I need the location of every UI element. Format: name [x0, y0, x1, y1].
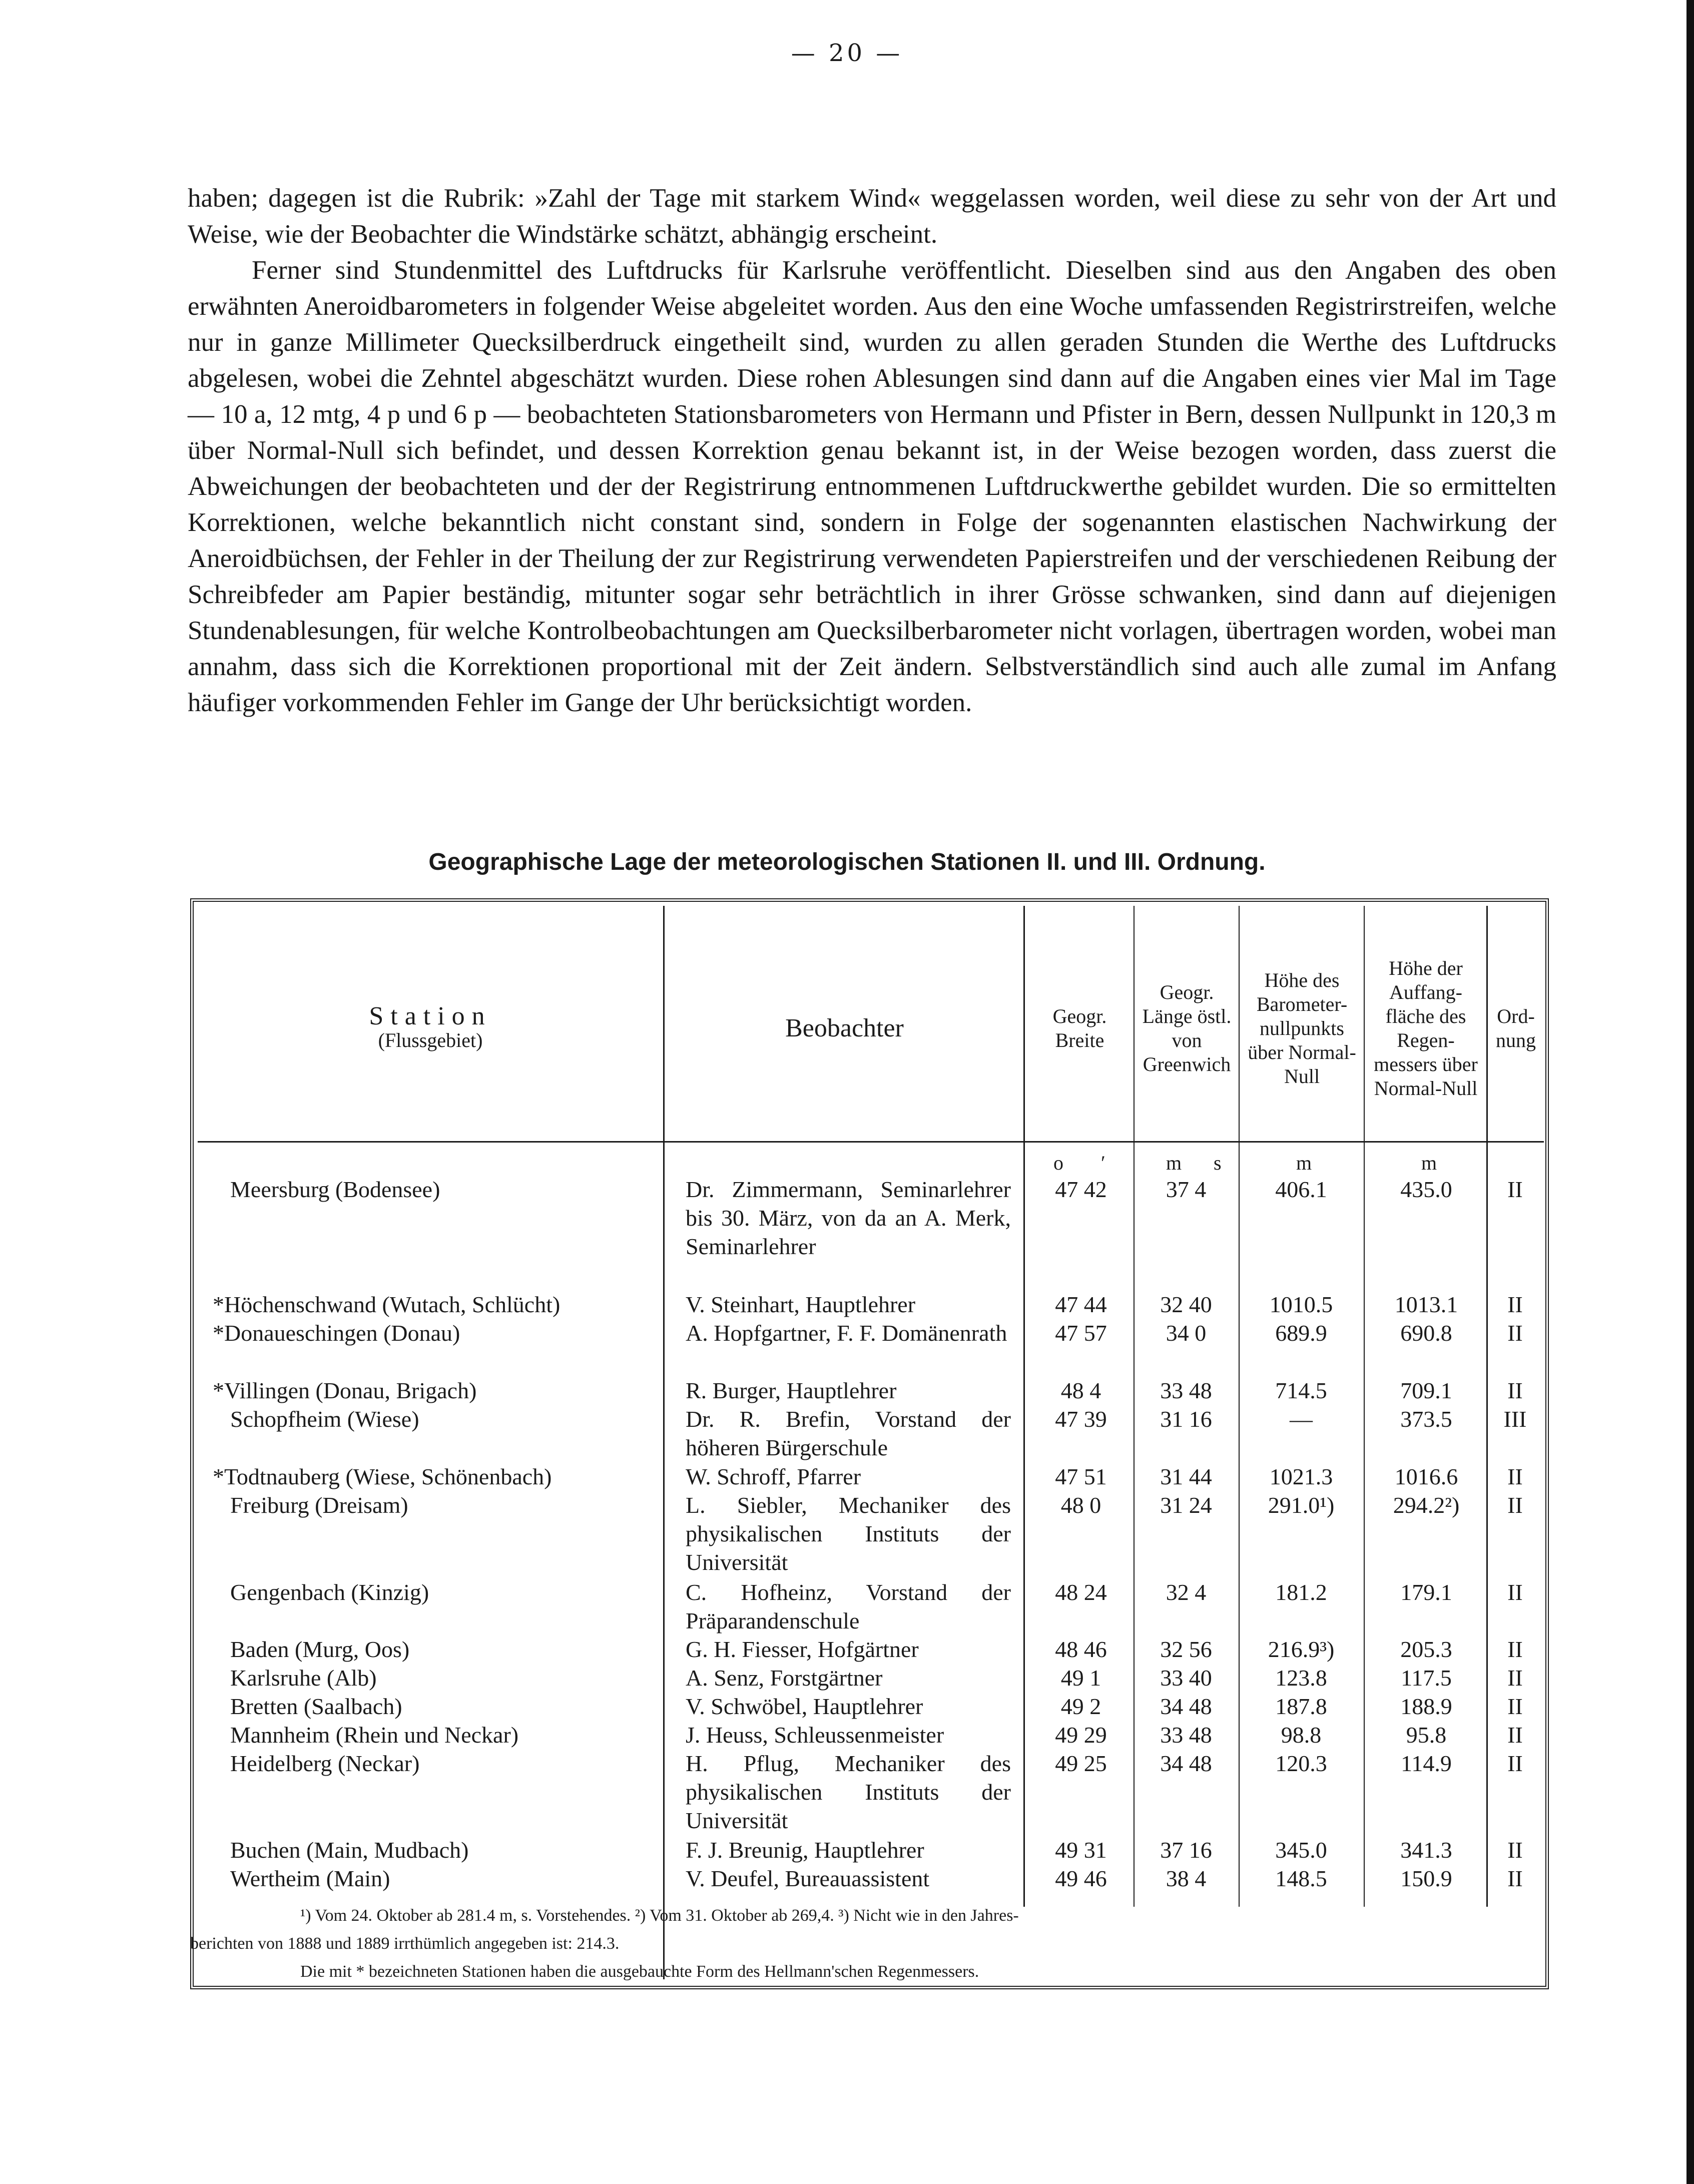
breite: 48 0	[1060, 1492, 1101, 1518]
laenge: 38 4	[1166, 1866, 1207, 1891]
header-ordnung-label: Ord-nung	[1496, 1005, 1536, 1051]
hoehe-barometer: 1021.3	[1269, 1464, 1333, 1489]
header-beobachter	[666, 908, 1023, 1149]
station-name: *Höchenschwand (Wutach, Schlücht)	[213, 1292, 560, 1317]
observer: J. Heuss, Schleussenmeister	[686, 1722, 944, 1748]
observer: L. Siebler, Mechaniker des physikalischen Instituts der Universität	[686, 1492, 1011, 1575]
column-divider	[1239, 906, 1240, 1907]
laenge: 32 4	[1166, 1579, 1207, 1605]
header-breite-label: Geogr. Breite	[1052, 1005, 1107, 1051]
unit-hoehe1: m	[1296, 1152, 1312, 1174]
page-number: — 20 —	[791, 39, 903, 67]
observer: G. H. Fiesser, Hofgärtner	[686, 1636, 919, 1662]
observer: W. Schroff, Pfarrer	[686, 1464, 861, 1489]
station-name: Freiburg (Dreisam)	[230, 1492, 408, 1518]
breite: 49 31	[1055, 1837, 1107, 1863]
header-beobachter-label: Beobachter	[785, 1014, 904, 1042]
station-name: Wertheim (Main)	[230, 1866, 390, 1891]
hoehe-regen: 341.3	[1400, 1837, 1452, 1863]
observer: F. J. Breunig, Hauptlehrer	[686, 1837, 924, 1863]
station-name: Bretten (Saalbach)	[230, 1694, 402, 1719]
ordnung: II	[1507, 1636, 1523, 1662]
hoehe-barometer: 216.9³)	[1268, 1636, 1335, 1662]
observer: R. Burger, Hauptlehrer	[686, 1378, 897, 1403]
hoehe-barometer: 406.1	[1275, 1177, 1327, 1202]
hoehe-regen: 95.8	[1406, 1722, 1447, 1748]
breite: 49 25	[1055, 1751, 1107, 1776]
ordnung: II	[1507, 1464, 1523, 1489]
column-divider	[663, 906, 665, 1979]
unit-degree: o	[1053, 1152, 1063, 1174]
observer: A. Senz, Forstgärtner	[686, 1665, 883, 1691]
laenge: 34 0	[1166, 1320, 1207, 1346]
ordnung: II	[1507, 1177, 1523, 1202]
table-title: Geographische Lage der meteorologischen Stationen II. und III. Ordnung.	[428, 849, 1266, 875]
hoehe-barometer: 120.3	[1275, 1751, 1327, 1776]
footnote-1: ¹) Vom 24. Oktober ab 281.4 m, s. Vorstehendes. ²) Vom 31. Oktober ab 269,4. ³) Nicht wie in den Jahres-	[300, 1906, 1019, 1925]
station-name: Meersburg (Bodensee)	[230, 1177, 440, 1202]
ordnung: II	[1507, 1492, 1523, 1518]
scan-edge	[1686, 0, 1694, 2184]
header-laenge-label: Geogr. Länge östl. von Greenwich	[1142, 981, 1232, 1075]
header-hoehe-barometer-label: Höhe des Barometer-nullpunkts über Normal-Null	[1248, 969, 1356, 1087]
column-divider	[1134, 906, 1135, 1907]
observer: V. Steinhart, Hauptlehrer	[686, 1292, 916, 1317]
hoehe-barometer: 98.8	[1281, 1722, 1322, 1748]
breite: 48 24	[1055, 1579, 1107, 1605]
units-row	[0, 1151, 1694, 1177]
hoehe-regen: 179.1	[1400, 1579, 1452, 1605]
hoehe-barometer: 123.8	[1275, 1665, 1327, 1691]
breite: 49 29	[1055, 1722, 1107, 1748]
header-hoehe-barometer	[1240, 908, 1364, 1149]
station-name: Mannheim (Rhein und Neckar)	[230, 1722, 519, 1748]
laenge: 33 48	[1160, 1378, 1212, 1403]
unit-laenge-m: m	[1166, 1152, 1182, 1174]
breite: 48 4	[1060, 1378, 1101, 1403]
unit-minute: ′	[1101, 1152, 1105, 1174]
breite: 47 44	[1055, 1292, 1107, 1317]
header-hoehe-regen	[1365, 908, 1486, 1149]
ordnung: II	[1507, 1579, 1523, 1605]
observer: A. Hopfgartner, F. F. Domänenrath	[686, 1320, 1007, 1346]
hoehe-regen: 373.5	[1400, 1406, 1452, 1432]
laenge: 37 4	[1166, 1177, 1207, 1202]
column-divider	[1364, 906, 1365, 1907]
hoehe-barometer: —	[1290, 1406, 1313, 1432]
station-name: Baden (Murg, Oos)	[230, 1636, 410, 1662]
observer: Dr. Zimmermann, Seminarlehrer bis 30. März, von da an A. Merk, Seminarlehrer	[686, 1177, 1011, 1259]
hoehe-barometer: 148.5	[1275, 1866, 1327, 1891]
hoehe-barometer: 345.0	[1275, 1837, 1327, 1863]
header-hoehe-regen-label: Höhe der Auffang-fläche des Regen-messers über Normal-Null	[1374, 957, 1478, 1100]
paragraph-2: Ferner sind Stundenmittel des Luftdrucks für Karlsruhe veröffentlicht. Dieselben sind aus den Angaben des oben erwähnten Aneroidbarometers in folgender Weise abgeleitet worden. Aus den eine Woche umfassenden Registrirstreifen, welche nur in ganze Millimeter Quecksilberdruck eingetheilt sind, wurden zu allen geraden Stunden die Werthe des Luftdrucks abgelesen, wobei die Zehntel abgeschätzt wurden. Diese rohen Ablesungen sind dann auf die Angaben eines vier Mal im Tage — 10 a, 12 mtg, 4 p und 6 p — beobachteten Stationsbarometers von Hermann und Pfister in Bern, dessen Nullpunkt in 120,3 m über Normal-Null sich befindet, und dessen Korrektion genau bekannt ist, in der Weise bezogen worden, dass zuerst die Abweichungen der beobachteten und der der Registrirung entnommenen Luftdruckwerthe gebildet wurden. Die so ermittelten Korrektionen, welche bekanntlich nicht constant sind, sondern in Folge der sogenannten elastischen Nachwirkung der Aneroidbüchsen, der Fehler in der Theilung der zur Registrirung verwendeten Papierstreifen und der verschiedenen Reibung der Schreibfeder am Papier beständig, mitunter sogar sehr beträchtlich in ihrer Grösse schwanken, sind dann auf diejenigen Stundenablesungen, für welche Kontrolbeobachtungen am Quecksilberbarometer nicht vorlagen, übertragen worden, wobei man annahm, dass sich die Korrektionen proportional mit der Zeit ändern. Selbstverständlich sind auch alle zumal im Anfang häufiger vorkommenden Fehler im Gange der Uhr berücksichtigt worden.	[188, 256, 1556, 717]
laenge: 34 48	[1160, 1694, 1212, 1719]
hoehe-barometer: 1010.5	[1269, 1292, 1333, 1317]
observer: V. Schwöbel, Hauptlehrer	[686, 1694, 923, 1719]
breite: 47 57	[1055, 1320, 1107, 1346]
unit-hoehe2: m	[1421, 1152, 1437, 1174]
station-name: Gengenbach (Kinzig)	[230, 1579, 429, 1605]
station-name: Buchen (Main, Mudbach)	[230, 1837, 469, 1863]
header-breite	[1026, 908, 1134, 1149]
breite: 49 2	[1060, 1694, 1101, 1719]
hoehe-regen: 294.2²)	[1393, 1492, 1460, 1518]
header-station	[198, 908, 663, 1149]
hoehe-regen: 114.9	[1401, 1751, 1452, 1776]
hoehe-barometer: 181.2	[1275, 1579, 1327, 1605]
header-station-label: Station	[369, 1002, 492, 1030]
station-name: *Donaueschingen (Donau)	[213, 1320, 460, 1346]
station-name: Karlsruhe (Alb)	[230, 1665, 377, 1691]
ordnung: II	[1507, 1694, 1523, 1719]
station-name: *Villingen (Donau, Brigach)	[213, 1378, 477, 1403]
hoehe-regen: 709.1	[1400, 1378, 1452, 1403]
laenge: 31 24	[1160, 1492, 1212, 1518]
header-ordnung	[1488, 908, 1544, 1149]
ordnung: III	[1503, 1406, 1527, 1432]
laenge: 33 40	[1160, 1665, 1212, 1691]
station-name: Schopfheim (Wiese)	[230, 1406, 419, 1432]
laenge: 33 48	[1160, 1722, 1212, 1748]
ordnung: II	[1507, 1751, 1523, 1776]
breite: 47 51	[1055, 1464, 1107, 1489]
hoehe-regen: 150.9	[1400, 1866, 1452, 1891]
ordnung: II	[1507, 1292, 1523, 1317]
header-laenge	[1135, 908, 1239, 1149]
footnote-1-continued: berichten von 1888 und 1889 irrthümlich angegeben ist: 214.3.	[190, 1934, 620, 1953]
station-name: Heidelberg (Neckar)	[230, 1751, 420, 1776]
observer: H. Pflug, Mechaniker des physikalischen Instituts der Universität	[686, 1751, 1011, 1833]
hoehe-regen: 188.9	[1400, 1694, 1452, 1719]
laenge: 31 44	[1160, 1464, 1212, 1489]
observer: Dr. R. Brefin, Vorstand der höheren Bürgerschule	[686, 1406, 1011, 1460]
hoehe-barometer: 714.5	[1275, 1378, 1327, 1403]
laenge: 32 40	[1160, 1292, 1212, 1317]
laenge: 32 56	[1160, 1636, 1212, 1662]
hoehe-regen: 435.0	[1400, 1177, 1452, 1202]
unit-laenge-s: s	[1214, 1152, 1222, 1174]
ordnung: II	[1507, 1378, 1523, 1403]
ordnung: II	[1507, 1722, 1523, 1748]
laenge: 37 16	[1160, 1837, 1212, 1863]
body-text	[188, 180, 1556, 721]
hoehe-regen: 1016.6	[1394, 1464, 1458, 1489]
hoehe-barometer: 689.9	[1275, 1320, 1327, 1346]
breite: 48 46	[1055, 1636, 1107, 1662]
header-station-sub: (Flussgebiet)	[378, 1029, 483, 1051]
footnote-note: Die mit * bezeichneten Stationen haben die ausgebauchte Form des Hellmann'schen Regenmessers.	[300, 1962, 979, 1981]
ordnung: II	[1507, 1866, 1523, 1891]
observer: V. Deufel, Bureauassistent	[686, 1866, 930, 1891]
laenge: 31 16	[1160, 1406, 1212, 1432]
ordnung: II	[1507, 1665, 1523, 1691]
breite: 49 1	[1060, 1665, 1101, 1691]
paragraph-1: haben; dagegen ist die Rubrik: »Zahl der Tage mit starkem Wind« weggelassen worden, weil diese zu sehr von der Art und Weise, wie der Beobachter die Windstärke schätzt, abhängig erscheint.	[188, 184, 1556, 249]
laenge: 34 48	[1160, 1751, 1212, 1776]
hoehe-regen: 1013.1	[1394, 1292, 1458, 1317]
ordnung: II	[1507, 1837, 1523, 1863]
hoehe-barometer: 187.8	[1275, 1694, 1327, 1719]
footnotes	[190, 1902, 1536, 1986]
breite: 49 46	[1055, 1866, 1107, 1891]
breite: 47 39	[1055, 1406, 1107, 1432]
column-divider	[1023, 906, 1025, 1907]
hoehe-regen: 690.8	[1400, 1320, 1452, 1346]
hoehe-barometer: 291.0¹)	[1268, 1492, 1335, 1518]
observer: C. Hofheinz, Vorstand der Präparandenschule	[686, 1579, 1011, 1633]
hoehe-regen: 205.3	[1400, 1636, 1452, 1662]
breite: 47 42	[1055, 1177, 1107, 1202]
hoehe-regen: 117.5	[1401, 1665, 1452, 1691]
ordnung: II	[1507, 1320, 1523, 1346]
station-name: *Todtnauberg (Wiese, Schönenbach)	[213, 1464, 552, 1489]
